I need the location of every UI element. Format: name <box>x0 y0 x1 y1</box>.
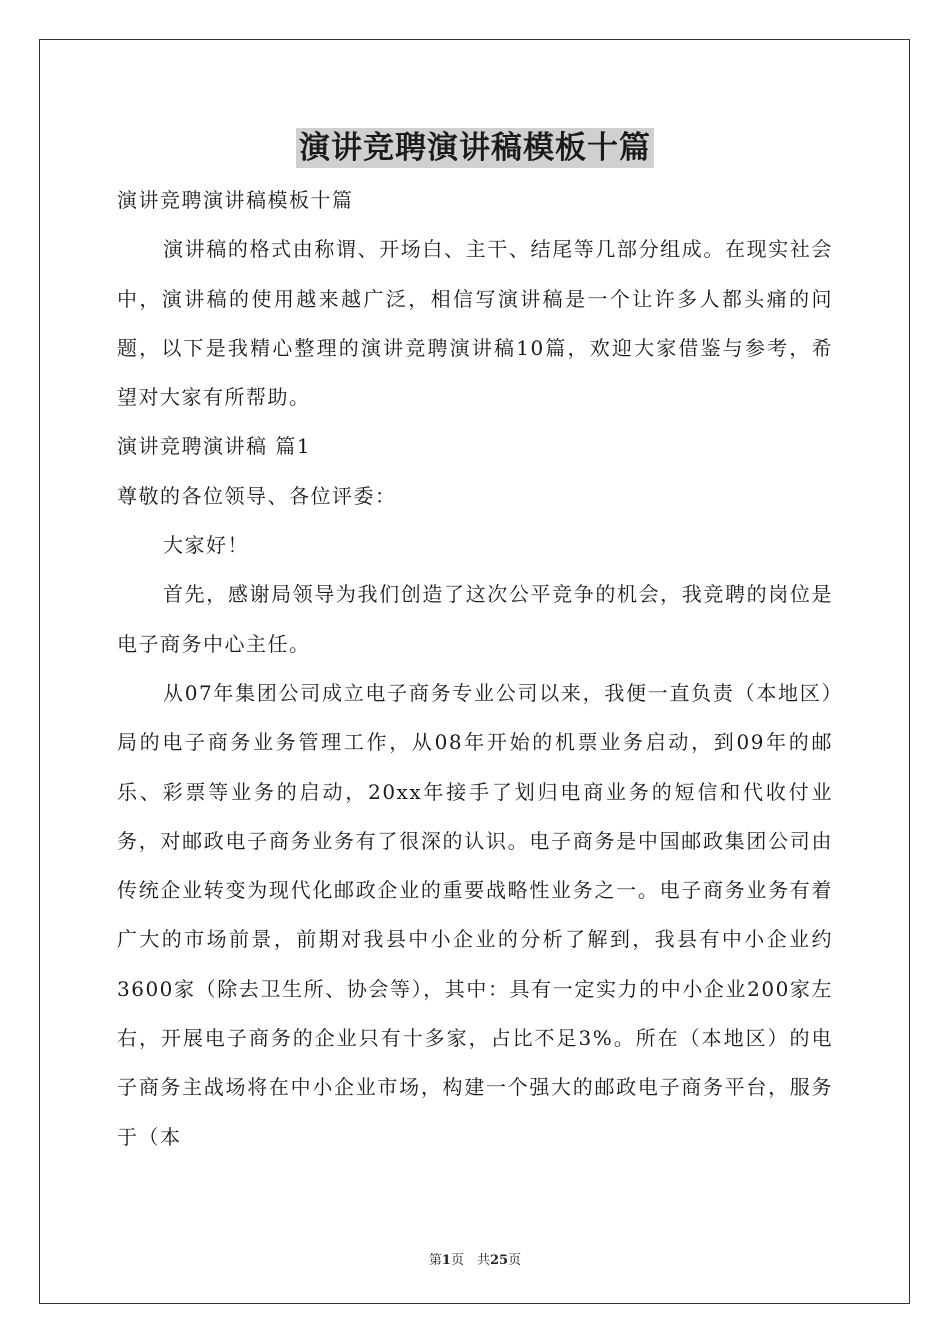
body-paragraph: 从07年集团公司成立电子商务专业公司以来，我便一直负责（本地区）局的电子商务业务管理工作，从08年开始的机票业务启动，到09年的邮乐、彩票等业务的启动，20xx年接手了划归电商业务的短信和代收付业务，对邮政电子商务业务有了很深的认识。电子商务是中国邮政集团公司由传统企业转变为现代化邮政企业的重要战略性业务之一。电子商务业务有着广大的市场前景，前期对我县中小企业的分析了解到，我县有中小企业约3600家（除去卫生所、协会等），其中：具有一定实力的中小企业200家左右，开展电子商务的企业只有十多家，占比不足3%。所在（本地区）的电子商务主战场将在中小企业市场，构建一个强大的邮政电子商务平台，服务于（本 <box>117 680 833 1149</box>
footer-current-page: 1 <box>441 1253 451 1268</box>
document-title: 演讲竞聘演讲稿模板十篇 <box>296 128 654 168</box>
body-paragraph: 首先，感谢局领导为我们创造了这次公平竞争的机会，我竞聘的岗位是电子商务中心主任。 <box>117 582 833 656</box>
intro-paragraph: 演讲稿的格式由称谓、开场白、主干、结尾等几部分组成。在现实社会中，演讲稿的使用越来越广泛，相信写演讲稿是一个让许多人都头痛的问题，以下是我精心整理的演讲竞聘演讲稿10篇，欢迎大家借鉴与参考，希望对大家有所帮助。 <box>117 237 833 410</box>
footer-suffix: 页 <box>508 1253 522 1268</box>
salutation: 尊敬的各位领导、各位评委： <box>117 483 397 508</box>
document-body <box>117 176 833 1162</box>
footer-mid: 页 共 <box>450 1253 490 1268</box>
footer-total-pages: 25 <box>489 1253 509 1268</box>
page-footer <box>0 1249 950 1268</box>
section-heading: 演讲竞聘演讲稿 篇1 <box>117 434 312 459</box>
greeting: 大家好！ <box>163 533 249 558</box>
document-subtitle: 演讲竞聘演讲稿模板十篇 <box>117 188 354 212</box>
title-wrap <box>0 128 950 168</box>
footer-prefix: 第 <box>428 1253 442 1268</box>
